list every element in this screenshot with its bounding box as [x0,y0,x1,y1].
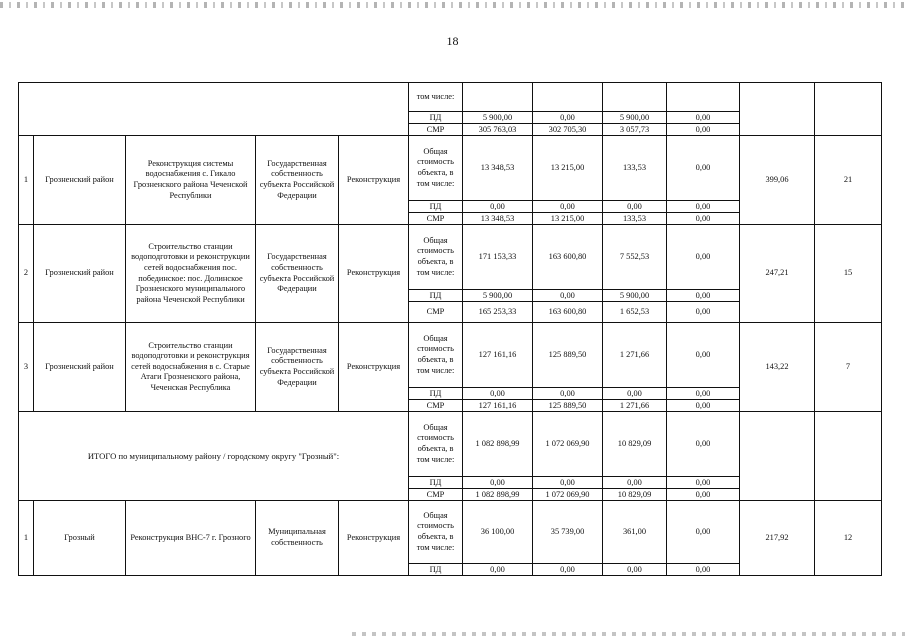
row-label: СМР [409,213,463,225]
value-cell: 0,00 [667,400,740,412]
empty-merged-cell [19,83,409,136]
value-cell: 0,00 [667,501,740,564]
value-cell: 0,00 [667,124,740,136]
value-cell: 163 600,80 [533,225,603,290]
value-cell: 3 057,73 [603,124,667,136]
ownership-cell: Государственная собственность субъекта Российской Федерации [256,225,339,323]
district-cell: Грозненский район [34,136,126,225]
value-cell: 13 348,53 [463,213,533,225]
value-cell: 0,00 [667,489,740,501]
value-cell: 361,00 [603,501,667,564]
value-cell: 0,00 [463,388,533,400]
value-cell: 13 215,00 [533,136,603,201]
term-cell: 21 [815,136,882,225]
value-cell: 305 763,03 [463,124,533,136]
value-cell: 10 829,09 [603,412,667,477]
table-row [19,501,882,564]
value-cell: 165 253,33 [463,302,533,323]
cell [740,412,815,501]
cell [740,83,815,136]
work-type-cell: Реконструкция [339,323,409,412]
row-label: СМР [409,400,463,412]
row-label: ПД [409,201,463,213]
value-cell: 5 900,00 [603,112,667,124]
value-cell: 302 705,30 [533,124,603,136]
row-label: Общая стоимость объекта, в том числе: [409,412,463,477]
value-cell: 35 739,00 [533,501,603,564]
cell [533,83,603,112]
value-cell: 0,00 [667,477,740,489]
row-label: Общая стоимость объекта, в том числе: [409,323,463,388]
term-cell: 7 [815,323,882,412]
object-cell: Строительство станции водоподготовки и реконструкция сетей водоснабжения в с. Старые Атаги Грозненского района, Чеченская Республика [126,323,256,412]
row-label: ПД [409,564,463,576]
ownership-cell: Государственная собственность субъекта Российской Федерации [256,323,339,412]
object-cell: Реконструкция ВНС-7 г. Грозного [126,501,256,576]
work-type-cell: Реконструкция [339,501,409,576]
investment-table [18,82,882,576]
district-cell: Грозненский район [34,225,126,323]
row-number: 1 [19,136,34,225]
value-cell: 1 082 898,99 [463,412,533,477]
value-cell: 0,00 [667,201,740,213]
table-row [19,323,882,388]
value-cell: 5 900,00 [463,290,533,302]
value-cell: 0,00 [603,201,667,213]
value-cell: 5 900,00 [603,290,667,302]
value-cell: 0,00 [667,564,740,576]
term-cell: 15 [815,225,882,323]
value-cell: 0,00 [667,290,740,302]
row-label: ПД [409,112,463,124]
work-type-cell: Реконструкция [339,225,409,323]
row-label: Общая стоимость объекта, в том числе: [409,501,463,564]
value-cell: 0,00 [667,225,740,290]
value-cell: 1 072 069,90 [533,412,603,477]
cell [603,83,667,112]
capacity-cell: 217,92 [740,501,815,576]
value-cell: 0,00 [667,302,740,323]
term-cell: 12 [815,501,882,576]
table-row [19,136,882,201]
value-cell: 127 161,16 [463,323,533,388]
value-cell: 0,00 [463,477,533,489]
value-cell: 163 600,80 [533,302,603,323]
ownership-cell: Муниципальная собственность [256,501,339,576]
cell [815,412,882,501]
district-cell: Грозненский район [34,323,126,412]
page-number: 18 [446,34,459,48]
capacity-cell: 143,22 [740,323,815,412]
value-cell: 1 271,66 [603,400,667,412]
value-cell: 0,00 [533,388,603,400]
value-cell: 0,00 [667,388,740,400]
value-cell: 125 889,50 [533,323,603,388]
value-cell: 0,00 [603,388,667,400]
value-cell: 7 552,53 [603,225,667,290]
value-cell: 0,00 [463,201,533,213]
table-row [19,412,882,477]
table-row [19,225,882,290]
row-label: ПД [409,388,463,400]
value-cell: 0,00 [603,477,667,489]
scan-artifact-bottom [352,632,905,636]
value-cell: 127 161,16 [463,400,533,412]
row-label: том числе: [409,83,463,112]
value-cell: 0,00 [463,564,533,576]
scan-artifact-top [0,2,905,8]
row-label: СМР [409,302,463,323]
row-number: 1 [19,501,34,576]
capacity-cell: 399,06 [740,136,815,225]
row-label: СМР [409,489,463,501]
value-cell: 125 889,50 [533,400,603,412]
capacity-cell: 247,21 [740,225,815,323]
work-type-cell: Реконструкция [339,136,409,225]
value-cell: 0,00 [667,323,740,388]
cell [815,83,882,136]
value-cell: 1 271,66 [603,323,667,388]
value-cell: 133,53 [603,136,667,201]
row-label: ПД [409,477,463,489]
ownership-cell: Государственная собственность субъекта Российской Федерации [256,136,339,225]
value-cell: 1 072 069,90 [533,489,603,501]
value-cell: 0,00 [533,112,603,124]
value-cell: 171 153,33 [463,225,533,290]
row-number: 3 [19,323,34,412]
value-cell: 13 215,00 [533,213,603,225]
object-cell: Строительство станции водоподготовки и реконструкции сетей водоснабжения пос. побединское: пос. Долинское Грозненского муниципального района Чеченской Республики [126,225,256,323]
object-cell: Реконструкция системы водоснабжения с. Гикало Грозненского района Чеченской Республики [126,136,256,225]
value-cell: 0,00 [667,213,740,225]
value-cell: 13 348,53 [463,136,533,201]
itogo-label: ИТОГО по муниципальному району / городскому округу "Грозный": [19,412,409,501]
value-cell: 0,00 [533,564,603,576]
cell [667,83,740,112]
value-cell: 1 082 898,99 [463,489,533,501]
value-cell: 133,53 [603,213,667,225]
value-cell: 0,00 [533,201,603,213]
value-cell: 0,00 [667,136,740,201]
value-cell: 36 100,00 [463,501,533,564]
value-cell: 1 652,53 [603,302,667,323]
row-label: ПД [409,290,463,302]
value-cell: 10 829,09 [603,489,667,501]
value-cell: 0,00 [603,564,667,576]
row-label: Общая стоимость объекта, в том числе: [409,225,463,290]
value-cell: 5 900,00 [463,112,533,124]
value-cell: 0,00 [667,112,740,124]
value-cell: 0,00 [533,477,603,489]
row-number: 2 [19,225,34,323]
district-cell: Грозный [34,501,126,576]
value-cell: 0,00 [667,412,740,477]
table-row [19,83,882,112]
row-label: СМР [409,124,463,136]
row-label: Общая стоимость объекта, в том числе: [409,136,463,201]
cell [463,83,533,112]
value-cell: 0,00 [533,290,603,302]
